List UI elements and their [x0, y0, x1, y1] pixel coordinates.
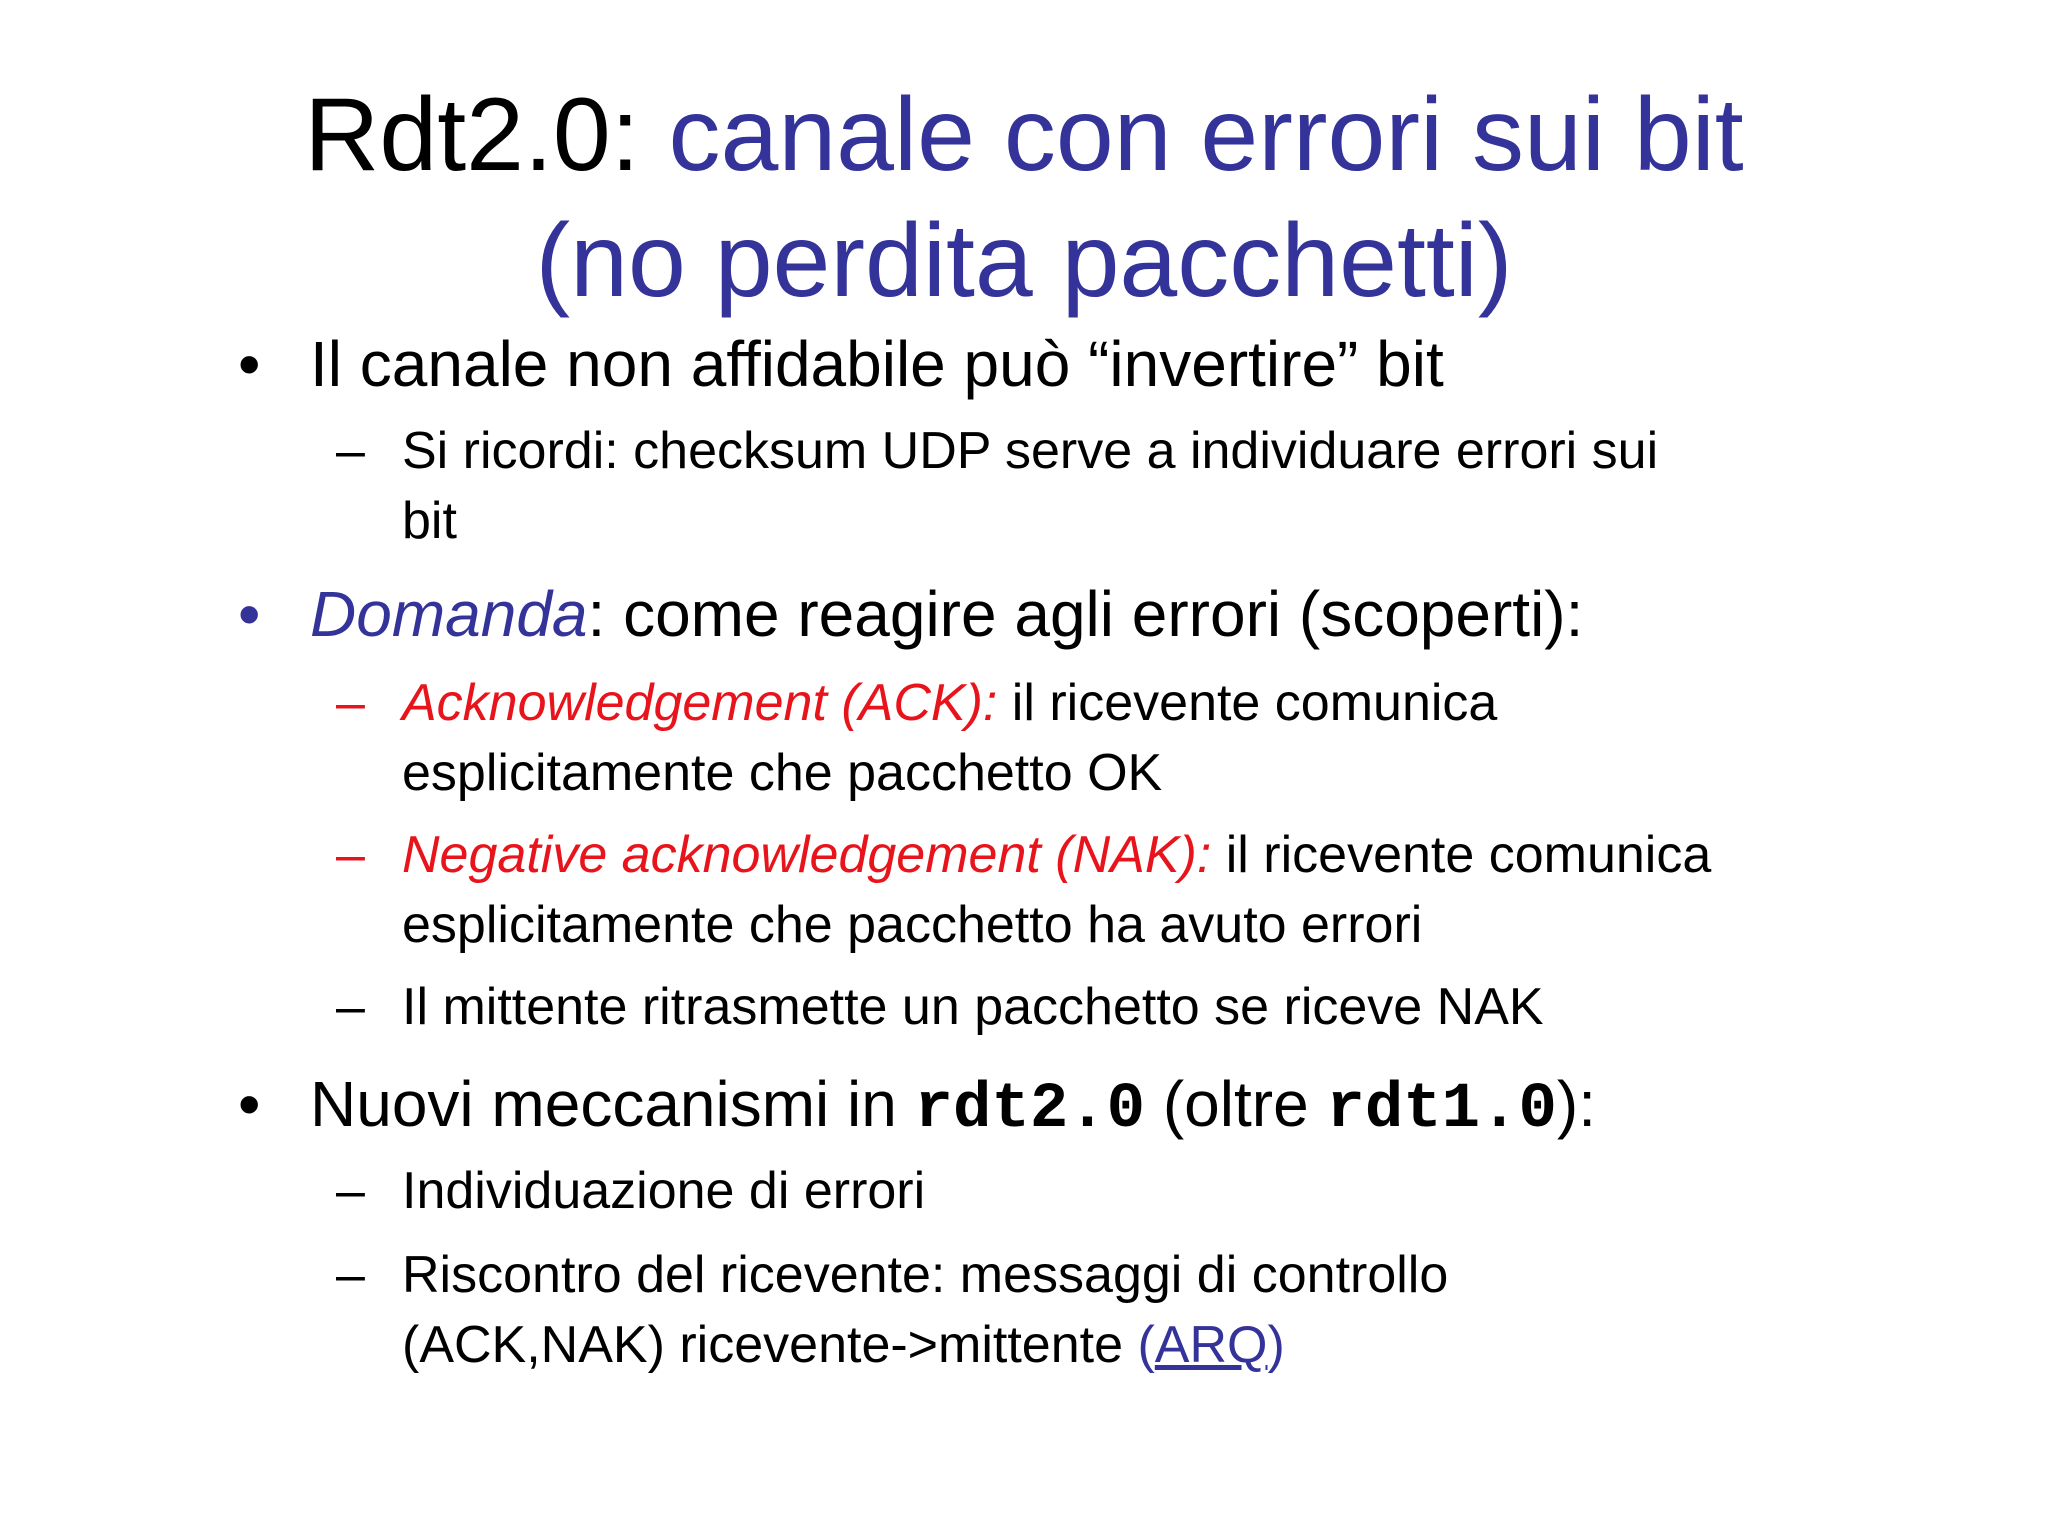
emphasis-nak: Negative acknowledgement (NAK):	[402, 826, 1212, 884]
slide-title	[0, 72, 2048, 324]
bullet-text	[310, 576, 1583, 652]
sub-item-text: Individuazione di errori	[402, 1162, 926, 1220]
paren-close: )	[1267, 1316, 1285, 1374]
bullet-marker: •	[238, 578, 261, 650]
sub-item-line: esplicitamente che pacchetto ha avuto errori	[402, 896, 1423, 954]
code-rdt10: rdt1.0	[1326, 1074, 1557, 1146]
sub-item-text	[402, 668, 1497, 808]
sub-item-text	[402, 820, 1711, 960]
dash-marker: –	[336, 674, 365, 732]
paren-open: (	[1137, 1316, 1155, 1374]
title-line-2: (no perdita pacchetti)	[535, 203, 1513, 319]
bullet-marker: •	[238, 328, 261, 400]
bullet-text-part: ):	[1556, 1068, 1596, 1140]
dash-marker: –	[336, 1246, 365, 1304]
title-line-1	[0, 72, 2048, 198]
arq-link[interactable]: ARQ	[1154, 1316, 1268, 1374]
dash-marker: –	[336, 422, 365, 480]
sub-item-line: esplicitamente che pacchetto OK	[402, 744, 1163, 802]
bullet-text-rest: : come reagire agli errori (scoperti):	[587, 578, 1584, 650]
emphasis-domanda: Domanda	[310, 578, 588, 650]
dash-marker: –	[336, 978, 365, 1036]
title-subject: canale con errori sui bit	[668, 77, 1744, 193]
bullet-text: Il canale non affidabile può “invertire” bit	[310, 328, 1444, 400]
bullet-text-part: Nuovi meccanismi in	[310, 1068, 915, 1140]
sub-item-text	[402, 1240, 1448, 1380]
bullet-text	[310, 1066, 1596, 1148]
sub-item-line: il ricevente comunica	[1211, 826, 1712, 884]
dash-marker: –	[336, 826, 365, 884]
bullet-marker: •	[238, 1068, 261, 1140]
emphasis-ack: Acknowledgement (ACK):	[402, 674, 998, 732]
sub-item-line: Riscontro del ricevente: messaggi di controllo	[402, 1246, 1449, 1304]
sub-item-text: Il mittente ritrasmette un pacchetto se riceve NAK	[402, 978, 1544, 1036]
sub-item-line: il ricevente comunica	[997, 674, 1498, 732]
sub-item-line: bit	[402, 492, 457, 550]
sub-item-line: Si ricordi: checksum UDP serve a individuare errori sui	[402, 422, 1659, 480]
title-prefix: Rdt2.0:	[304, 77, 669, 193]
sub-item-text	[402, 416, 1658, 556]
sub-item-line: (ACK,NAK) ricevente->mittente	[402, 1316, 1138, 1374]
code-rdt20: rdt2.0	[914, 1074, 1146, 1146]
dash-marker: –	[336, 1162, 365, 1220]
bullet-text-part: (oltre	[1145, 1068, 1327, 1140]
